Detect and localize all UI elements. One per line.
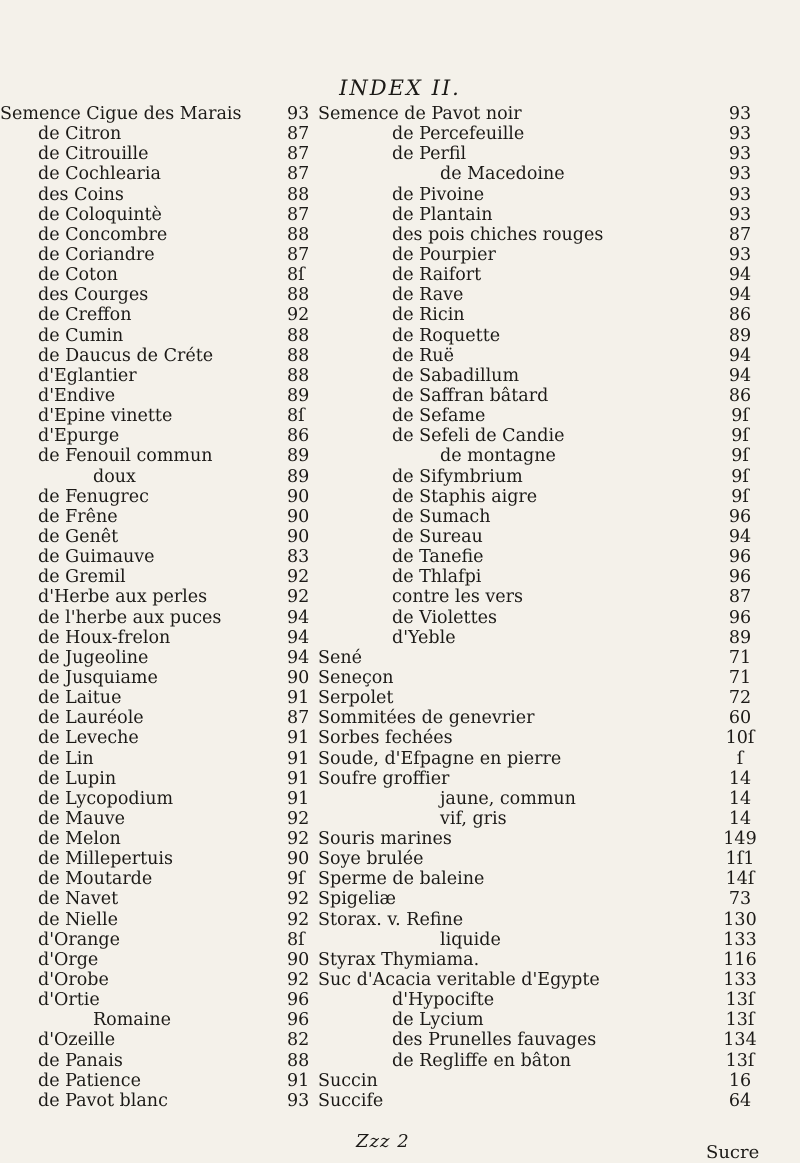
catchword: Sucre [706, 1142, 760, 1163]
page-number: 93 [287, 104, 310, 124]
page-number: 96 [728, 607, 752, 628]
page-number: 149 [723, 829, 757, 850]
index-entry: d'Orobe [38, 970, 109, 991]
page-number: 89 [287, 446, 310, 467]
index-entry: de Genêt [38, 526, 119, 547]
index-entry: d'Orge [38, 949, 99, 970]
page-number: 8ſ [287, 929, 305, 950]
left-entry-column [0, 104, 285, 1111]
index-entry: Semence Cigue des Marais [0, 104, 242, 124]
page-number: 96 [728, 506, 752, 527]
index-entry: d'Ortie [38, 990, 100, 1011]
page-number: 16 [728, 1070, 752, 1091]
index-entry: des Coins [38, 184, 124, 205]
index-entry: de Sifymbrium [392, 466, 523, 487]
index-entry: de Navet [38, 889, 119, 910]
page-number: 93 [728, 204, 752, 225]
page-number: 93 [728, 124, 752, 145]
index-entry: Seneçon [318, 667, 394, 688]
index-entry: de Coloquintè [38, 204, 162, 225]
page-number: 92 [287, 970, 310, 991]
page-number: 9ſ [731, 426, 749, 447]
page-number: 72 [728, 688, 752, 709]
index-entry: de Creffon [38, 305, 132, 326]
index-entry: de Pavot blanc [38, 1090, 168, 1111]
index-entry: de Houx-frelon [38, 627, 171, 648]
index-entry: Succin [318, 1070, 378, 1091]
page-number: 14 [728, 808, 752, 829]
index-entry: de Daucus de Créte [38, 345, 214, 366]
page-number: 92 [287, 808, 310, 829]
page-number: 88 [287, 285, 310, 306]
middle-entry-column [318, 104, 718, 1111]
page-number: 133 [723, 929, 757, 950]
page-number: 88 [287, 224, 310, 245]
index-entry: de Citrouille [38, 144, 149, 165]
page-number: 14ſ [725, 869, 755, 890]
page-number: 71 [728, 647, 752, 668]
index-entry: de Guimauve [38, 547, 155, 568]
index-entry: liquide [440, 929, 501, 950]
index-entry: des pois chiches rouges [392, 224, 604, 245]
page-number: 91 [287, 788, 310, 809]
index-entry: doux [93, 466, 136, 487]
page-number: 93 [728, 164, 752, 185]
index-entry: Sperme de baleine [318, 869, 485, 890]
page-number: ſ [736, 748, 744, 769]
index-entry: de Laitue [38, 688, 122, 709]
index-entry: de Jusquiame [38, 667, 158, 688]
index-entry: de Ruë [392, 345, 454, 366]
page-number: 91 [287, 748, 310, 769]
page-header: INDEX II. [339, 76, 461, 100]
page-number: 13ſ [725, 1050, 755, 1071]
page-number: 94 [728, 345, 752, 366]
page-number: 96 [728, 547, 752, 568]
page-number: 82 [287, 1030, 310, 1051]
index-entry: de Millepertuis [38, 849, 173, 870]
index-entry: Styrax Thymiama. [318, 949, 480, 970]
page-number: 87 [287, 708, 310, 729]
page-number: 130 [723, 909, 757, 930]
index-entry: d'Endive [38, 385, 116, 406]
index-entry: Soude, d'Efpagne en pierre [318, 748, 562, 769]
page-number: 88 [287, 184, 310, 205]
index-entry: de Citron [38, 124, 122, 145]
index-entry: de Thlafpi [392, 567, 482, 588]
page-number: 91 [287, 768, 310, 789]
index-entry: Soufre groffier [318, 768, 450, 789]
page-number: 86 [287, 426, 310, 447]
page-number: 87 [728, 224, 752, 245]
index-entry: de Cumin [38, 325, 124, 346]
index-entry: de Melon [38, 829, 121, 850]
index-entry: Semence de Pavot noir [318, 104, 522, 124]
index-entry: jaune, commun [440, 788, 576, 809]
page-number: 93 [728, 244, 752, 265]
index-entry: Spigeliæ [318, 889, 396, 910]
index-entry: de Lycopodium [38, 788, 174, 809]
page-number: 10ſ [725, 728, 755, 749]
index-entry: de Pourpier [392, 244, 496, 265]
page-number: 89 [287, 466, 310, 487]
index-entry: de Sumach [392, 506, 491, 527]
index-entry: contre les vers [392, 587, 524, 608]
page-number: 94 [287, 647, 310, 668]
page-number: 86 [728, 385, 752, 406]
index-entry: de Macedoine [440, 164, 565, 185]
index-entry: d'Hypocifte [392, 990, 495, 1011]
page-number: 90 [287, 486, 310, 507]
index-entry: d'Orange [38, 929, 120, 950]
page-number: 133 [723, 970, 757, 991]
index-entry: de Rave [392, 285, 464, 306]
page-number: 9ſ [731, 406, 749, 427]
index-entry: Serpolet [318, 688, 394, 709]
index-entry: Suc d'Acacia veritable d'Egypte [318, 970, 600, 991]
index-entry: d'Epurge [38, 426, 120, 447]
page-number: 92 [287, 909, 310, 930]
index-entry: de Fenouil commun [38, 446, 213, 467]
page-number: 92 [287, 889, 310, 910]
page-number: 90 [287, 667, 310, 688]
index-entry: de Patience [38, 1070, 141, 1091]
page-number: 14 [728, 768, 752, 789]
signature-mark: Zzz 2 [356, 1131, 410, 1152]
index-entry: de Sefeli de Candie [392, 426, 565, 447]
page-number: 96 [728, 567, 752, 588]
page-number: 87 [287, 124, 310, 145]
index-entry: Sené [318, 647, 362, 668]
page-number: 8ſ [287, 265, 305, 286]
index-entry: de Lycium [392, 1010, 484, 1031]
index-entry: de Raifort [392, 265, 482, 286]
page-number: 83 [287, 547, 310, 568]
page-number: 93 [728, 104, 752, 124]
index-entry: de Roquette [392, 325, 501, 346]
index-entry: d'Ozeille [38, 1030, 116, 1051]
index-entry: de Concombre [38, 224, 168, 245]
index-entry: de Sureau [392, 526, 483, 547]
page-number: 64 [728, 1090, 752, 1111]
index-entry: d'Yeble [392, 627, 456, 648]
page-number: 86 [728, 305, 752, 326]
index-entry: de Fenugrec [38, 486, 149, 507]
index-entry: Souris marines [318, 829, 452, 850]
page-number: 89 [728, 627, 752, 648]
page-number: 13ſ [725, 990, 755, 1011]
page-number: 88 [287, 1050, 310, 1071]
page-number: 87 [287, 244, 310, 265]
index-entry: Storax. v. Refine [318, 909, 464, 930]
page-number: 93 [728, 144, 752, 165]
page-number: 9ſ [731, 466, 749, 487]
page-number: 94 [287, 627, 310, 648]
page-number: 94 [728, 365, 752, 386]
index-entry: d'Herbe aux perles [38, 587, 208, 608]
index-entry: de Moutarde [38, 869, 153, 890]
index-entry: de Tanefie [392, 547, 484, 568]
index-entry: de Coton [38, 265, 118, 286]
right-page-numbers [715, 104, 765, 1111]
page-number: 9ſ [731, 446, 749, 467]
page-number: 9ſ [731, 486, 749, 507]
page-number: 90 [287, 526, 310, 547]
index-entry: de Frêne [38, 506, 118, 527]
page-number: 91 [287, 1070, 310, 1091]
index-entry: de Cochlearia [38, 164, 161, 185]
page-number: 96 [287, 1010, 310, 1031]
index-entry: de Nielle [38, 909, 118, 930]
index-entry: de Lupin [38, 768, 117, 789]
index-entry: de Coriandre [38, 244, 155, 265]
page-number: 71 [728, 667, 752, 688]
index-entry: de Leveche [38, 728, 139, 749]
index-entry: de Saffran bâtard [392, 385, 549, 406]
index-entry: des Prunelles fauvages [392, 1030, 597, 1051]
page-number: 1ſ1 [725, 849, 755, 870]
page-number: 13ſ [725, 1010, 755, 1031]
page-number: 89 [728, 325, 752, 346]
page-number: 14 [728, 788, 752, 809]
page-number: 91 [287, 688, 310, 709]
page-number: 94 [287, 607, 310, 628]
page-number: 92 [287, 587, 310, 608]
page-number: 90 [287, 949, 310, 970]
index-entry: de Plantain [392, 204, 493, 225]
page-number: 93 [728, 184, 752, 205]
index-entry: de Violettes [392, 607, 497, 628]
index-entry: de Sefame [392, 406, 486, 427]
page-number: 92 [287, 829, 310, 850]
index-entry: de Jugeoline [38, 647, 149, 668]
page-number: 92 [287, 567, 310, 588]
index-entry: de Regliffe en bâton [392, 1050, 572, 1071]
page-number: 94 [728, 285, 752, 306]
page-number: 92 [287, 305, 310, 326]
page-number: 87 [287, 144, 310, 165]
index-entry: de Panais [38, 1050, 123, 1071]
index-entry: vif, gris [440, 808, 507, 829]
index-entry: de l'herbe aux puces [38, 607, 222, 628]
index-entry: Sorbes fechées [318, 728, 453, 749]
page-number: 8ſ [287, 406, 305, 427]
index-entry: de Sabadillum [392, 365, 520, 386]
page-number: 96 [287, 990, 310, 1011]
index-entry: de Mauve [38, 808, 125, 829]
page-number: 94 [728, 526, 752, 547]
page-number: 91 [287, 728, 310, 749]
page-number: 90 [287, 849, 310, 870]
index-entry: de Percefeuille [392, 124, 525, 145]
page-number: 94 [728, 265, 752, 286]
index-entry: de montagne [440, 446, 556, 467]
index-entry: Romaine [93, 1010, 171, 1031]
page-number: 87 [287, 204, 310, 225]
page-number: 93 [287, 1090, 310, 1111]
page-number: 88 [287, 345, 310, 366]
index-entry: de Lauréole [38, 708, 144, 729]
index-entry: de Staphis aigre [392, 486, 538, 507]
index-entry: des Courges [38, 285, 149, 306]
page-number: 87 [728, 587, 752, 608]
page-number: 116 [723, 949, 757, 970]
page-number: 134 [723, 1030, 757, 1051]
index-entry: Succife [318, 1090, 384, 1111]
page-number: 60 [728, 708, 752, 729]
page-number: 90 [287, 506, 310, 527]
page-number: 89 [287, 385, 310, 406]
index-entry: de Ricin [392, 305, 465, 326]
index-entry: de Pivoine [392, 184, 485, 205]
page-number: 9ſ [287, 869, 305, 890]
page-number: 87 [287, 164, 310, 185]
index-entry: de Perfil [392, 144, 467, 165]
index-entry: de Lin [38, 748, 94, 769]
index-entry: d'Eglantier [38, 365, 137, 386]
index-entry: Soye brulée [318, 849, 424, 870]
index-entry: Sommitées de genevrier [318, 708, 535, 729]
page-number: 88 [287, 325, 310, 346]
page-number: 73 [728, 889, 752, 910]
page-number: 88 [287, 365, 310, 386]
index-entry: de Gremil [38, 567, 126, 588]
index-entry: d'Epine vinette [38, 406, 173, 427]
